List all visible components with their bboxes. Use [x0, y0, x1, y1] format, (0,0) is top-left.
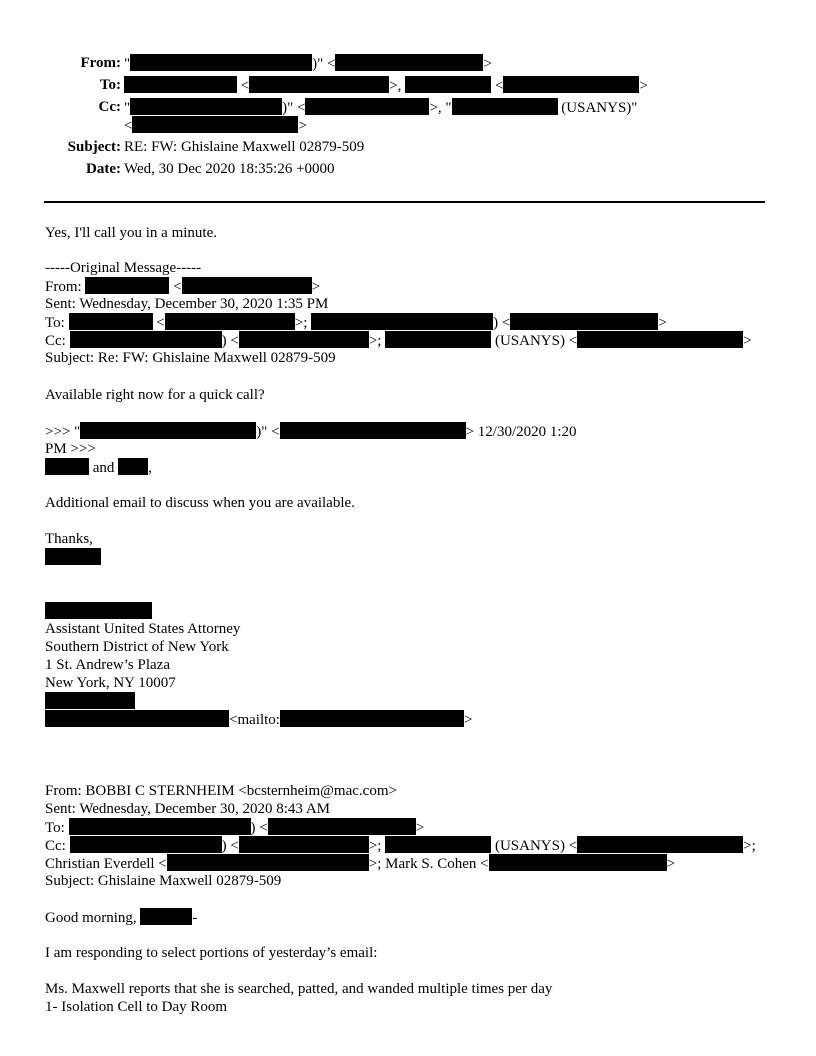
- cc-gt-quote: >, ": [429, 100, 452, 116]
- quote-start: >>> ": [45, 424, 81, 440]
- m2-cc-semi: >;: [368, 838, 382, 854]
- m2-cc2-a: Christian Everdell <: [45, 856, 167, 872]
- redaction: [69, 818, 251, 835]
- m2-greeting-dash: -: [192, 910, 198, 926]
- to-value: [124, 76, 648, 95]
- m2-body-line-1: I am responding to select portions of yesterday’s email:: [45, 945, 378, 961]
- redaction: [280, 710, 464, 727]
- sig-title: Assistant United States Attorney: [45, 621, 241, 637]
- redaction: [45, 692, 135, 709]
- redaction: [124, 76, 237, 93]
- m1-sent-line: Sent: Wednesday, December 30, 2020 1:35 PM: [45, 296, 329, 312]
- date-label: Date:: [86, 161, 121, 177]
- m1-to-lt: <: [156, 315, 165, 331]
- from-label: From:: [80, 55, 121, 71]
- to-gt-2: >: [639, 78, 648, 94]
- redaction: [118, 458, 148, 475]
- cc-value: [124, 98, 637, 117]
- date-value: Wed, 30 Dec 2020 18:35:26 +0000: [124, 161, 335, 177]
- greeting-line: [45, 458, 152, 477]
- sig-phone: [45, 692, 135, 711]
- redaction: [577, 836, 743, 853]
- redaction: [405, 76, 491, 93]
- m2-greeting-text: Good morning,: [45, 910, 137, 926]
- to-label: To:: [99, 77, 121, 93]
- m1-to-label: To:: [45, 315, 65, 331]
- redaction: [385, 331, 491, 348]
- m2-cc-usanys: (USANYS) <: [494, 838, 578, 854]
- additional-email-text: Additional email to discuss when you are available.: [45, 495, 355, 511]
- m2-subject-line: Subject: Ghislaine Maxwell 02879-509: [45, 873, 282, 889]
- cc-label: Cc:: [98, 99, 121, 115]
- quote-paren: )" <: [256, 424, 280, 440]
- greeting-and: and: [92, 460, 115, 476]
- m1-subject-line: Subject: Re: FW: Ghislaine Maxwell 02879-509: [45, 350, 336, 366]
- redaction: [385, 836, 491, 853]
- m2-cc-line: [45, 836, 756, 855]
- m2-cc-paren: ) <: [221, 838, 239, 854]
- redaction: [132, 116, 298, 133]
- cc2-gt: >: [298, 118, 307, 134]
- redaction: [69, 313, 153, 330]
- m2-to-label: To:: [45, 820, 65, 836]
- m2-to-line: [45, 818, 424, 837]
- m2-cc-label: Cc:: [45, 838, 66, 854]
- redaction: [305, 98, 429, 115]
- subject-value: RE: FW: Ghislaine Maxwell 02879-509: [124, 139, 365, 155]
- m2-from-line: From: BOBBI C STERNHEIM <bcsternheim@mac.com>: [45, 783, 397, 799]
- m1-to-gt: >: [658, 315, 667, 331]
- m2-cc-gt: >;: [743, 838, 756, 854]
- redaction: [70, 331, 222, 348]
- m2-greeting: [45, 908, 197, 927]
- sig-mailto: <mailto:: [229, 712, 280, 728]
- to-lt-2: <: [494, 78, 504, 94]
- redaction: [80, 422, 256, 439]
- redaction: [239, 331, 369, 348]
- from-quote-open: ": [124, 56, 131, 72]
- m1-body-text: Available right now for a quick call?: [45, 387, 265, 403]
- sig-address-2: New York, NY 10007: [45, 675, 176, 691]
- m2-cc2-b: >; Mark S. Cohen <: [368, 856, 489, 872]
- header-divider: [44, 201, 765, 203]
- redaction: [489, 854, 667, 871]
- original-message-divider: -----Original Message-----: [45, 260, 202, 276]
- m2-sent-line: Sent: Wednesday, December 30, 2020 8:43 AM: [45, 801, 330, 817]
- cc-quote-open: ": [124, 100, 131, 116]
- cc-quote-close: )" <: [282, 100, 306, 116]
- sig-name: [45, 602, 152, 621]
- redaction: [577, 331, 743, 348]
- sig-email-line: [45, 710, 472, 729]
- m1-to-semi: >;: [294, 315, 308, 331]
- m2-to-paren: ) <: [250, 820, 268, 836]
- m1-from-lt: <: [173, 279, 182, 295]
- redaction: [45, 602, 152, 619]
- quote-header-line: [45, 422, 577, 441]
- cc-usanys: (USANYS)": [561, 100, 638, 116]
- redaction: [45, 710, 229, 727]
- m2-cc-line-2: [45, 854, 675, 873]
- from-quote-close: )" <: [312, 56, 336, 72]
- m2-cc2-c: >: [666, 856, 676, 872]
- m1-cc-paren: ) <: [221, 333, 239, 349]
- m1-from-gt: >: [311, 279, 321, 295]
- redaction: [268, 818, 416, 835]
- redaction: [335, 54, 483, 71]
- sig-mailto-gt: >: [463, 712, 473, 728]
- redaction: [452, 98, 558, 115]
- m2-to-gt: >: [415, 820, 425, 836]
- redaction: [130, 54, 312, 71]
- cc2-lt: <: [124, 118, 133, 134]
- redaction: [70, 836, 222, 853]
- redaction: [45, 548, 101, 565]
- redaction: [239, 836, 369, 853]
- quote-pm-line: PM >>>: [45, 441, 96, 457]
- to-lt-1: <: [240, 78, 250, 94]
- sig-address-1: 1 St. Andrew’s Plaza: [45, 657, 170, 673]
- redaction: [167, 854, 369, 871]
- redaction: [140, 908, 192, 925]
- thanks-text: Thanks,: [45, 531, 93, 547]
- redaction: [503, 76, 639, 93]
- m1-cc-line: [45, 331, 752, 350]
- m1-cc-semi: >;: [368, 333, 382, 349]
- greeting-comma: ,: [148, 460, 152, 476]
- m1-to-line: [45, 313, 667, 332]
- subject-label: Subject:: [67, 139, 121, 155]
- from-value: [124, 54, 492, 73]
- redaction: [182, 277, 312, 294]
- thanks-signer: [45, 548, 101, 567]
- sig-office: Southern District of New York: [45, 639, 229, 655]
- m1-from-line: [45, 277, 320, 296]
- redaction: [130, 98, 282, 115]
- m1-cc-gt: >: [743, 333, 752, 349]
- redaction: [165, 313, 295, 330]
- quote-date: > 12/30/2020 1:20: [465, 424, 577, 440]
- to-gt-comma: >,: [389, 78, 402, 94]
- m1-cc-usanys: (USANYS) <: [494, 333, 578, 349]
- m2-body-line-2: Ms. Maxwell reports that she is searched, patted, and wanded multiple times per day: [45, 981, 553, 997]
- m1-from-label: From:: [45, 279, 82, 295]
- from-gt: >: [483, 56, 492, 72]
- m2-body-line-3: 1- Isolation Cell to Day Room: [45, 999, 228, 1015]
- cc-value-line2: [124, 116, 307, 135]
- redaction: [280, 422, 466, 439]
- redaction: [85, 277, 169, 294]
- redaction: [249, 76, 389, 93]
- m1-to-paren: ) <: [493, 315, 511, 331]
- redaction: [45, 458, 89, 475]
- redaction: [510, 313, 658, 330]
- redaction: [311, 313, 493, 330]
- m1-cc-label: Cc:: [45, 333, 66, 349]
- reply-text: Yes, I'll call you in a minute.: [45, 225, 217, 241]
